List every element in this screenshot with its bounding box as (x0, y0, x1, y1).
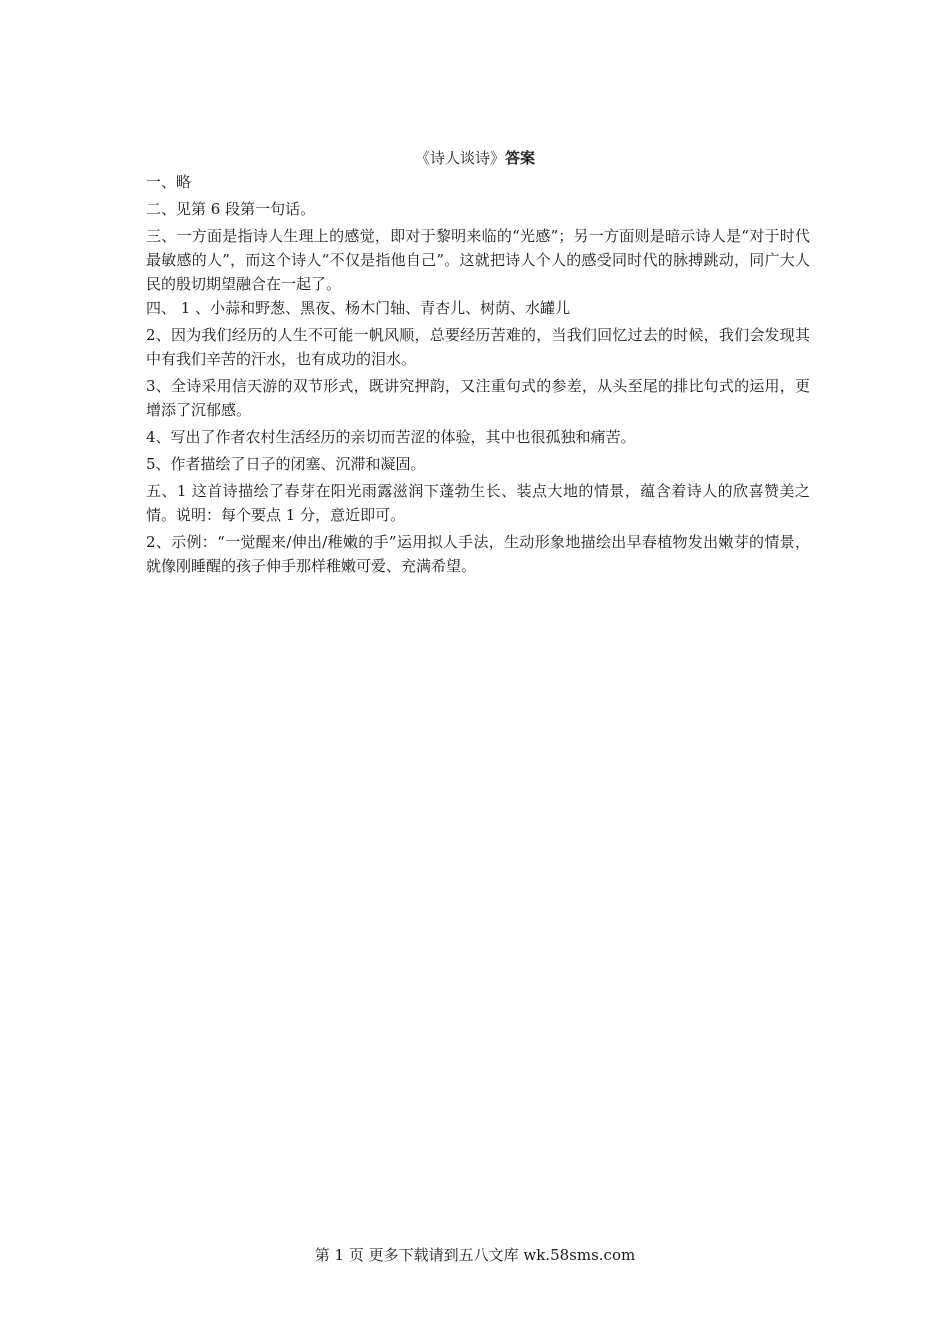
answer-paragraph: 一、略 (146, 173, 192, 191)
answer-paragraph: 二、见第 6 段第一句话。 (146, 200, 316, 218)
answer-paragraph: 4、写出了作者农村生活经历的亲切而苦涩的体验，其中也很孤独和痛苦。 (146, 428, 636, 446)
answer-paragraph: 5、作者描绘了日子的闭塞、沉滞和凝固。 (146, 455, 426, 473)
answer-paragraph: 2、示例：“一觉醒来/伸出/稚嫩的手”运用拟人手法，生动形象地描绘出早春植物发出嫩芽的情景，就像刚睡醒的孩子伸手那样稚嫩可爱、充满希望。 (146, 533, 810, 575)
title-main: 《诗人谈诗》 (414, 149, 505, 167)
answer-paragraph: 三、一方面是指诗人生理上的感觉，即对于黎明来临的“光感”；另一方面则是暗示诗人是“对于时代最敏感的人”，而这个诗人“不仅是指他自己”。这就把诗人个人的感受同时代的脉搏跳动，同广大人民的殷切期望融合在一起了。 (146, 227, 810, 293)
answer-paragraph: 2、因为我们经历的人生不可能一帆风顺，总要经历苦难的，当我们回忆过去的时候，我们会发现其中有我们辛苦的汗水，也有成功的泪水。 (146, 326, 810, 368)
document-title (0, 146, 950, 170)
answer-paragraph: 四、 1 、小蒜和野葱、黑夜、杨木门轴、青杏儿、树荫、水罐儿 (146, 299, 571, 317)
answer-paragraph: 五、1 这首诗描绘了春芽在阳光雨露滋润下蓬勃生长、装点大地的情景，蕴含着诗人的欣喜赞美之情。说明：每个要点 1 分，意近即可。 (146, 482, 810, 524)
answer-paragraph: 3、全诗采用信天游的双节形式，既讲究押韵，又注重句式的参差，从头至尾的排比句式的运用，更增添了沉郁感。 (146, 377, 810, 419)
answer-body (146, 170, 810, 578)
page-footer: 第 1 页 更多下载请到五八文库 wk.58sms.com (314, 1246, 636, 1264)
title-suffix: 答案 (505, 149, 536, 167)
